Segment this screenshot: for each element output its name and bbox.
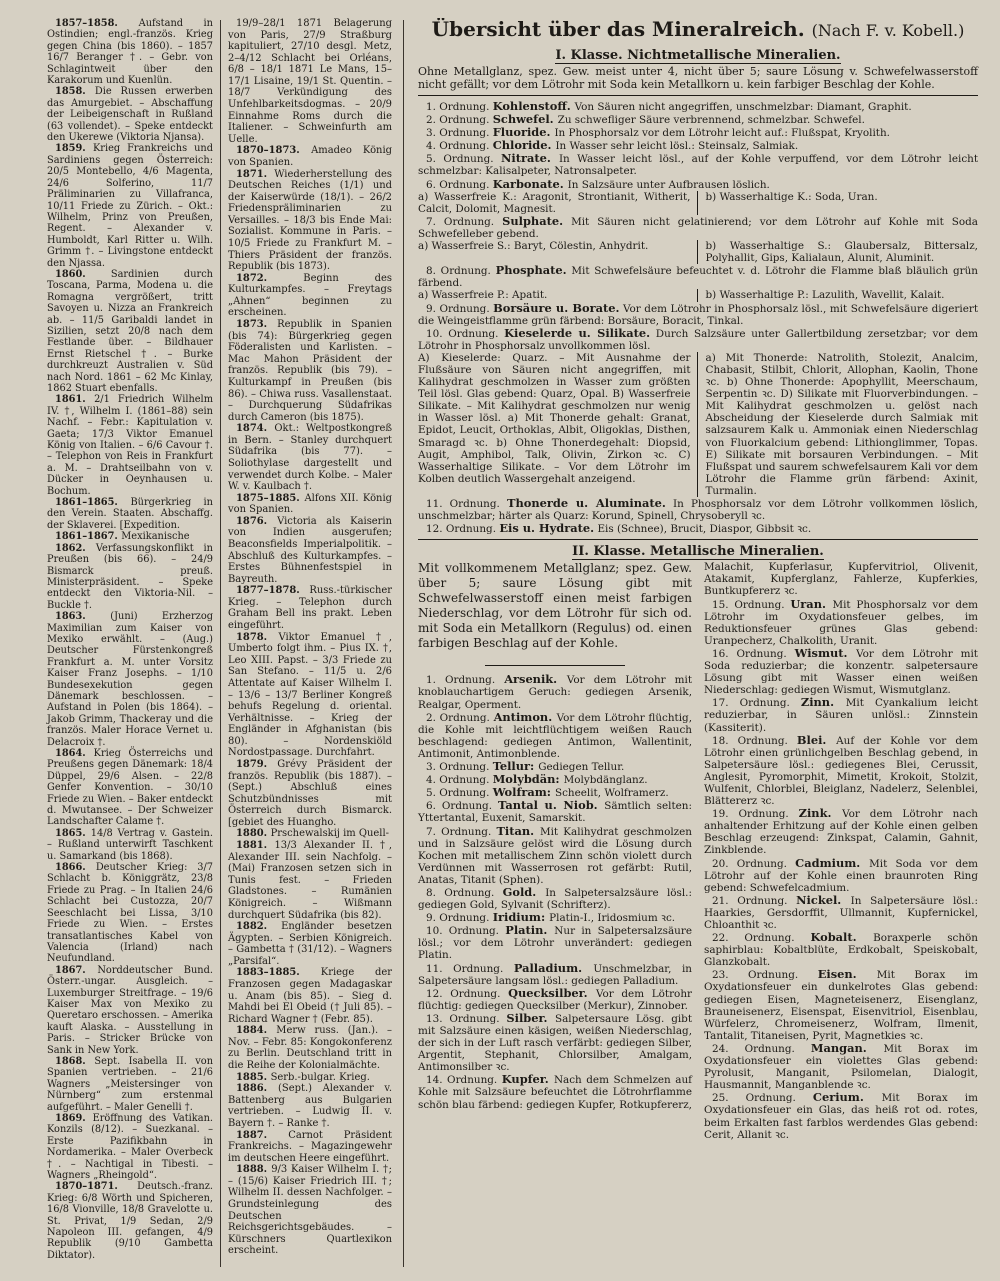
divider	[418, 95, 978, 96]
history-entry	[228, 145, 392, 168]
mineral-order	[418, 987, 692, 1012]
entry-text: Eröffnung des Vatikan. Konzils (8/12). – Suezkanal. – Erste Pazifikbahn in Nordamerika. – Maler Overbeck †. – Nachtigal in Tibesti. – Wagners „Rheingold“.	[47, 1113, 213, 1182]
order-number: 22. Ordnung.	[712, 932, 811, 945]
history-entry	[228, 921, 392, 967]
history-entry	[47, 18, 213, 86]
column-divider	[403, 20, 404, 1267]
order-text: Nur in Salpetersalzsäure lösl.; vor dem Lötrohr unverändert: gediegen Platin.	[418, 925, 692, 962]
entry-year: 1888.	[236, 1164, 272, 1176]
entry-year: 1870–1873.	[236, 145, 312, 157]
entry-text: Engländer besetzen Ägypten. – Serbien Königreich. – Gambetta † (31/12). – Wagners „Parsifal“.	[228, 921, 393, 967]
order-number: 20. Ordnung.	[712, 857, 796, 870]
order-text: In Salpetersäure lösl.: Haarkies, Gersdorffit, Ullmannit, Kupfernickel, Chloanthit ꝛc.	[704, 894, 978, 931]
order-name: Silber.	[506, 1010, 555, 1025]
order-name: Blei.	[796, 732, 837, 747]
class-1-heading	[418, 48, 978, 63]
phosphate-b: b) Wasserhaltige P.: Lazulith, Wavellit, Kalait.	[705, 289, 945, 302]
order-name: Cadmium.	[795, 855, 870, 870]
entry-year: 1866.	[55, 862, 96, 874]
order-number: 12. Ordnung.	[426, 987, 509, 1000]
history-entry	[228, 273, 392, 319]
entry-text: Alfons XII. König von Spanien.	[228, 492, 392, 516]
class-1-orders	[418, 100, 978, 191]
order-text: Vor dem Lötrohr mit Soda reduzierbar; die konzentr. salpetersaure Lösung gibt mit Wasser einen weißen Niederschlag: gediegen Wismut, Wismutglanz.	[704, 647, 978, 697]
order-8: 8. Ordnung. Phosphate. Mit Schwefelsäure befeuchtet v. d. Lötrohr die Flamme blaß bläulich grün färbend.	[418, 263, 979, 290]
entry-text: Mexikanische	[121, 531, 190, 543]
history-entry	[228, 967, 392, 1025]
order-number: 15. Ordnung.	[712, 598, 791, 611]
history-entry	[228, 585, 392, 631]
order-number: 16. Ordnung.	[712, 647, 795, 660]
history-column-1	[47, 18, 213, 1261]
mineral-order	[704, 857, 978, 894]
order-text: Mit Kalihydrat geschmolzen und in Salzsäure gelöst wird die Lösung durch Kochen mit metallischem Zinn schön violett durch Verdünnen mit Wasserrosen rot gefärbt: Rutil, Anatas, Titanit (Sphen).	[418, 825, 692, 886]
order-12: 12. Ordnung. Eis u. Hydrate. Eis (Schnee), Brucit, Diaspor, Gibbsit ꝛc.	[426, 521, 812, 536]
order-name: Mangan.	[810, 1040, 884, 1055]
entry-year: 1868.	[55, 1055, 95, 1067]
history-entry	[47, 543, 213, 611]
order-number: 3. Ordnung.	[426, 127, 493, 140]
order-text: Zu schwefliger Säure verbrennend, schmelzbar. Schwefel.	[557, 114, 865, 127]
divider	[418, 539, 978, 540]
order-number: 21. Ordnung.	[712, 894, 797, 907]
history-entry	[47, 862, 213, 965]
mineral-order	[704, 807, 978, 856]
class-2-right-orders	[704, 598, 978, 1141]
mineral-order	[704, 894, 978, 931]
order-number: 1. Ordnung.	[426, 101, 493, 113]
order-text: Platin-I., Iridosmium ꝛc.	[549, 912, 676, 925]
order-number: 1. Ordnung.	[426, 674, 505, 687]
order-text: Mit Borax im Oxydationsfeuer ein Glas, das heiß rot od. rotes, beim Erkalten fast farblos werdendes Glas gebend: Cerit, Allanit ꝛc.	[704, 1092, 978, 1141]
entry-year: 1865.	[55, 827, 91, 839]
entry-text: Die Russen erwerben das Amurgebiet. – Abschaffung der Leibeigenschaft in Rußland (63 vollendet). – Speke entdeckt den Ukerewe (Viktoria Njansa).	[47, 86, 213, 144]
order-text: Vor dem Lötrohr nach anhaltender Erhitzung auf der Kohle einen gelben Beschlag erzeugend: Zinkspat, Calamin, Gahnit, Zinkblende.	[704, 808, 978, 857]
order-number: 8. Ordnung.	[426, 886, 503, 899]
entry-text: Norddeutscher Bund. Österr.-ungar. Ausgleich. – Luxemburger Streitfrage. – 19/6 Kaiser Max von Mexiko zu Queretaro erschossen. – Amerika kauft Alaska. – Ausstellung in Paris. – Stricker Brücke von Sank in New York.	[47, 964, 213, 1056]
entry-text: Viktor Emanuel †, Umberto folgt ihm. – Pius IX. †, Leo XIII. Papst. – 3/3 Friede zu San Stefano. – 11/5 u. 2/6 Attentate auf Kaiser Wilhelm I. – 13/6 – 13/7 Berliner Kongreß behufs Regelung d. oriental. Verhältnisse. – Krieg der Engländer in Afghanistan (bis 80). – Nordenskiöld Nordostpassage. Durchfahrt.	[228, 631, 393, 759]
entry-text: Sardinien durch Toscana, Parma, Modena u. die Romagna vergrößert, tritt Savoyen u. Nizza an Frankreich ab. – 11/5 Garibaldi landet in Sizilien, setzt 20/8 nach dem Festlande über. – Bildhauer Ernst Rietschel †. – Burke durchkreuzt Australien v. Süd nach Nord. 1861 – 62 Mc Kinlay, 1862 Stuart ebenfalls.	[47, 268, 213, 394]
carbonate-subgroups	[418, 191, 978, 215]
entry-text: Bürgerkrieg in den Verein. Staaten. Abschaffg. der Sklaverei. [Expedition.	[47, 497, 213, 531]
order-text: Molybdänglanz.	[563, 774, 648, 787]
order-text: Auf der Kohle vor dem Lötrohr einen grünlichgelben Beschlag gebend, in Salpetersäure lösl.: gediegenes Blei, Cerussit, Anglesit, Pyromorphit, Mimetit, Krokoit, Stolzit, Wulfenit, Chlorblei, Bleiglanz, Nadelerz, Selenblei, Blättererz ꝛc.	[704, 734, 978, 808]
order-name: Arsenik.	[504, 672, 567, 687]
order-name: Karbonate.	[492, 176, 568, 191]
order-number: 3. Ordnung.	[426, 761, 493, 774]
entry-text: Verfassungskonflikt in Preußen (bis 66). – 24/9 Bismarck preuß. Ministerpräsident. – Speke entdeckt den Viktoria-Nil. – Buckle †.	[47, 542, 213, 611]
order-text: Mit Cyankalium leicht reduzierbar, in Säuren unlösl.: Zinnstein (Kassiterit).	[704, 697, 978, 734]
history-entry	[47, 531, 213, 542]
entry-text: Merw russ. (Jan.). – Nov. – Febr. 85: Kongokonferenz zu Berlin. Deutschland tritt in die Reihe der Kolonialmächte.	[228, 1025, 393, 1072]
order-number: 11. Ordnung.	[426, 962, 514, 975]
mineral-order	[704, 696, 978, 733]
class-2-left	[418, 561, 692, 1140]
entry-year: 1860.	[55, 268, 111, 280]
order-text: Vor dem Lötrohr flüchtig: gediegen Quecksilber (Merkur), Zinnober.	[418, 987, 692, 1012]
entry-year: 1869.	[55, 1113, 93, 1124]
order-number: 17. Ordnung.	[712, 697, 801, 710]
entry-text: (Sept.) Alexander v. Battenberg aus Bulgarien vertrieben. – Ludwig II. v. Bayern †. – Ranke †.	[228, 1083, 392, 1129]
order-number: 7. Ordnung.	[426, 825, 497, 838]
mineral-order	[418, 673, 692, 710]
history-entry	[47, 828, 213, 862]
entry-text: Kriege der Franzosen gegen Madagaskar u. Anam (bis 85). – Sieg d. Mahdi bei El Obeid († Juli 85). – Richard Wagner † (Febr. 85).	[228, 967, 392, 1025]
entry-year: 1863.	[55, 611, 111, 623]
entry-year: 1884.	[236, 1025, 277, 1037]
order-number: 4. Ordnung.	[426, 774, 493, 787]
order-name: Fluoride.	[492, 125, 555, 140]
order-name: Palladium.	[513, 960, 594, 975]
entry-text: 2/1 Friedrich Wilhelm IV. †, Wilhelm I. (1861–88) sein Nachf. – Febr.: Kapitulation v. Gaeta; 17/3 Viktor Emanuel König von Italien. – 6/6 Cavour †. – Telephon von Reis in Frankfurt a. M. – Drahtseilbahn von v. Dücker in Oeynhausen u. Bochum.	[47, 394, 213, 497]
entry-year: 1875–1885.	[236, 492, 305, 504]
entry-year: 1861–1867.	[55, 531, 122, 543]
order-name: Platin.	[505, 923, 555, 938]
order-number: 14. Ordnung.	[426, 1074, 502, 1087]
history-entry	[228, 1083, 392, 1129]
order-text: Nach dem Schmelzen auf Kohle mit Salzsäure befeuchtet die Lötrohrflamme schön blau färbend: gediegen Kupfer, Rotkupfererz,	[418, 1074, 692, 1111]
history-entry	[47, 748, 213, 828]
order-number: 6. Ordnung.	[426, 178, 493, 191]
entry-year: 1874.	[236, 423, 275, 435]
history-entry	[228, 516, 392, 585]
sulphate-subgroups	[418, 240, 978, 264]
mineral-order	[704, 734, 978, 808]
entry-year: 1873.	[236, 319, 278, 331]
entry-year: 1882.	[236, 921, 282, 933]
entry-text: Wiederherstellung des Deutschen Reiches (1/1) und der Kaiserwürde (18/1). – 26/2 Friedenspräliminarien zu Versailles. – 18/3 bis Ende Mai: Sozialist. Kommune in Paris. – 10/5 Friede zu Frankfurt M. – Thiers Präsident der französ. Republik (bis 1873).	[228, 168, 392, 273]
order-7: 7. Ordnung. Sulphate. Mit Säuren nicht gelatinierend; vor dem Lötrohr auf Kohle mit Soda Schwefelleber gebend.	[418, 213, 978, 240]
mineral-order	[704, 647, 978, 696]
order-text: In Phosphorsalz vor dem Lötrohr leicht auf.: Flußspat, Kryolith.	[554, 127, 890, 140]
entry-year: 1857–1858.	[55, 18, 139, 29]
order-text: Vor dem Lötrohr mit knoblauchartigem Geruch: gediegen Arsenik, Realgar, Operment.	[418, 674, 693, 711]
entry-text: Okt.: Weltpostkongreß in Bern. – Stanley durchquert Südafrika (bis 77). – Soliothylase dargestellt und verwendet durch Kolbe. – Maler W. v. Kaulbach †.	[228, 423, 392, 493]
mineral-order	[704, 968, 978, 1042]
order-name: Nickel.	[796, 892, 851, 907]
order-name: Kupfer.	[501, 1072, 554, 1087]
title-attribution: (Nach F. v. Kobell.)	[811, 21, 965, 40]
entry-text: Russ.-türkischer Krieg. – Telephon durch Graham Bell ins prakt. Leben eingeführt.	[228, 585, 392, 632]
silicate-right: a) Mit Thonerde: Natrolith, Stolezit, Analcim, Chabasit, Stilbit, Chlorit, Allophan, Kaolin, Thone ꝛc. b) Ohne Thonerde: Apophyllit, Meerschaum, Serpentin ꝛc. D) Silikate mit Fluorverbindungen. – Mit Kalihydrat geschmolzen u. gelöst nach Abscheidung der Kieselerde durch Salmiak mit salzsaurem Kalk u. Ammoniak einen Niederschlag von Fluorkalcium gebend: Lithionglimmer, Topas. E) Silikate mit borsauren Verbindungen. – Mit Flußspat und saurem schwefelsaurem Kali vor dem Lötrohr die Flamme grün färbend: Axinit, Turmalin.	[705, 351, 978, 497]
mineral-order	[418, 886, 692, 911]
order-name: Schwefel.	[492, 112, 558, 127]
history-entry	[47, 1056, 213, 1113]
order-text: Mit Borax im Oxydationsfeuer ein dunkelrotes Glas gebend: gediegen Eisen, Magneteisenerz, Eisenglanz, Brauneisenerz, Eisenspat, Eisenvitriol, Eisenblau, Würfelerz, Chromeisenerz, Wolfram, Ilmenit, Tantalit, Titaneisen, Pyrit, Magnetkies ꝛc.	[704, 969, 978, 1042]
order-name: Tellur:	[492, 759, 539, 774]
order-name: Zink.	[798, 806, 843, 821]
class-1-title: I. Klasse. Nichtmetallische Mineralien.	[555, 48, 841, 63]
order-name: Antimon.	[493, 709, 557, 724]
mineral-order	[418, 825, 692, 886]
entry-year: 1862.	[55, 542, 96, 554]
history-entry	[47, 394, 213, 497]
history-entry	[228, 1025, 392, 1071]
mineral-order	[418, 799, 692, 824]
entry-text: Republik in Spanien (bis 74): Bürgerkrieg gegen Föderalisten und Karlisten. – Mac Mahon Präsident der französ. Republik (bis 79). – Kulturkampf in Preußen (bis 86). – Chiwa russ. Vasallenstaat. – Durchquerung Südafrikas durch Cameron (bis 1875).	[228, 319, 393, 423]
order-number: 13. Ordnung.	[426, 1012, 507, 1025]
entry-text: Grévy Präsident der französ. Republik (bis 1887). – (Sept.) Abschluß eines Schutzbündnisses mit Österreich durch Bismarck. [gebiet des Huangho.	[228, 759, 393, 828]
order-name: Quecksilber.	[508, 985, 596, 1000]
history-entry	[47, 143, 213, 268]
order-name: Gold.	[502, 884, 546, 899]
entry-text: 14/8 Vertrag v. Gastein. – Rußland unterwirft Taschkent u. Samarkand (bis 1868).	[47, 827, 213, 862]
entry-text: Deutscher Krieg: 3/7 Schlacht b. Königgrätz, 23/8 Friede zu Prag. – In Italien 24/6 Schlacht bei Custozza, 20/7 Seeschlacht bei Lissa, 3/10 Friede zu Wien. – Erstes transatlantisches Kabel von Valencia (Irland) nach Neufundland.	[47, 862, 213, 965]
entry-year: 1858.	[55, 86, 95, 98]
entry-year: 1867.	[55, 964, 98, 976]
sulphate-b: b) Wasserhaltige S.: Glaubersalz, Bittersalz, Polyhallit, Gips, Kalialaun, Alunit, Aluminit.	[705, 240, 978, 265]
order-number: 25. Ordnung.	[712, 1092, 813, 1105]
silicate-left: A) Kieselerde: Quarz. – Mit Ausnahme der Flußsäure von Säuren nicht angegriffen, mit Kalihydrat geschmolzen in Wasser zum größten Teil lösl. Glas gebend: Quarz, Opal. B) Wasserfreie Silikate. – Mit Kalihydrat geschmolzen nur wenig in Wasser lösl. a) Mit Thonerde gehalt: Granat, Epidot, Leucit, Orthoklas, Albit, Oligoklas, Disthen, Smaragd ꝛc. b) Ohne Thonerdegehalt: Diopsid, Augit, Amphibol, Talk, Olivin, Zirkon ꝛc. C) Wasserhaltige Silikate. – Vor dem Lötrohr im Kolben deutlich Wassergehalt anzeigend.	[418, 352, 698, 497]
order-text: In Wasser sehr leicht lösl.: Steinsalz, Salmiak.	[555, 140, 799, 153]
class-2-heading	[418, 544, 978, 559]
order-9: 9. Ordnung. Borsäure u. Borate. Vor dem Lötrohr in Phosphorsalz lösl., mit Schwefelsäure digeriert die Weingeistflamme grün färbend: Borsäure, Boracit, Tinkal.	[418, 300, 978, 327]
entry-year: 1880.	[236, 828, 271, 840]
history-entry	[228, 493, 392, 516]
mineral-order	[418, 1012, 692, 1073]
history-entry	[228, 423, 392, 492]
order-name: Nitrate.	[500, 151, 559, 166]
order-name: Iridium:	[492, 910, 550, 925]
entry-year: 1870–1871.	[55, 1181, 138, 1193]
class-2-body	[418, 561, 978, 1140]
mineral-order	[418, 773, 692, 786]
order-text: In Wasser leicht lösl., auf der Kohle verpuffend, vor dem Lötrohr leicht schmelzbar: Kalisalpeter, Natronsalpeter.	[418, 153, 979, 178]
order-text: In Salpetersalzsäure lösl.: gediegen Gold, Sylvanit (Schrifterz).	[418, 886, 692, 912]
copper-continuation: Malachit, Kupferlasur, Kupfervitriol, Olivenit, Atakamit, Kupferglanz, Fahlerze, Kupferkies, Buntkupfererz ꝛc.	[704, 561, 978, 598]
history-entry	[228, 840, 392, 921]
order-number: 19. Ordnung.	[712, 808, 799, 821]
order-name: Uran.	[790, 596, 833, 611]
entry-year: 1883–1885.	[236, 967, 321, 979]
entry-text: Beginn des Kulturkampfes. – Freytags „Ahnen“ beginnen zu erscheinen.	[228, 272, 393, 319]
mineral-order	[704, 1091, 978, 1140]
sulphate-a: a) Wasserfreie S.: Baryt, Cölestin, Anhydrit.	[418, 240, 698, 264]
entry-text: 9/3 Kaiser Wilhelm I. †; – (15/6) Kaiser Friedrich III. †; Wilhelm II. dessen Nachfolger. – Grundsteinlegung des Deutschen Reichsgerichtsgebäudes. – Kürschners Quartlexikon erscheint.	[228, 1164, 392, 1257]
history-entry	[47, 1181, 213, 1261]
history-entry	[228, 759, 392, 828]
class-1-intro: Ohne Metallglanz, spez. Gew. meist unter 4, nicht über 5; saure Lösung v. Schwefelwasserstoff nicht gefällt; vor dem Lötrohr mit Soda kein Metallkorn u. kein farbiger Beschlag der Kohle.	[418, 65, 978, 91]
page-title	[418, 18, 978, 42]
history-entry	[47, 86, 213, 143]
mineral-overview	[418, 18, 978, 1141]
order-name: Titan.	[496, 823, 540, 838]
history-entry	[228, 169, 392, 273]
order-11: 11. Ordnung. Thonerde u. Aluminate. In Phosphorsalz vor dem Lötrohr vollkommen löslich, unschmelzbar; härter als Quarz: Korund, Spinell, Chrysoberyll ꝛc.	[418, 496, 978, 523]
column-divider	[220, 20, 221, 1267]
history-entry	[228, 828, 392, 840]
order-name: Eisen.	[817, 967, 877, 982]
entry-text: Amadeo König von Spanien.	[228, 145, 392, 168]
entry-year: 1859.	[55, 143, 93, 155]
history-entry	[228, 1072, 392, 1084]
entry-text: 19/9–28/1 1871 Belagerung von Paris, 27/9 Straßburg kapituliert, 27/10 desgl. Metz, 2–4/12 Schlacht bei Orléans, 6/8 – 18/1 1871 Le Mans, 15–17/1 Lisaine, 19/1 St. Quentin. – 18/7 Verkündigung des Unfehlbarkeitsdogmas. – 20/9 Einnahme Roms durch die Italiener. – Schweinfurth am Uelle.	[228, 18, 392, 145]
mineral-order	[418, 962, 692, 987]
entry-text: Prschewalskij im Quell-	[270, 828, 390, 840]
entry-text: Krieg Frankreichs und Sardiniens gegen Österreich: 20/5 Montebello, 4/6 Magenta, 24/6 Solferino, 11/7 Präliminarien zu Villafranca, 10/11 Friede zu Zürich. – Okt.: Wilhelm, Prinz von Preußen, Regent. – Alexander v. Humboldt, Karl Ritter u. Wilh. Grimm †. – Livingstone entdeckt den Njassa.	[47, 143, 213, 269]
order-text: Vor dem Lötrohr flüchtig, die Kohle mit leichtflüchtigem weißen Rauch beschlagend: gediegen Antimon, Wallentinit, Antimonit, Antimonblende.	[418, 711, 693, 760]
class-2-right	[704, 561, 978, 1140]
order-name: Chloride.	[492, 138, 556, 153]
mineral-order	[418, 911, 692, 924]
entry-year: 1879.	[236, 759, 278, 770]
entry-year: 1861.	[55, 394, 95, 406]
history-entry	[47, 1113, 213, 1181]
order-number: 5. Ordnung.	[426, 153, 501, 166]
mineral-order	[418, 178, 978, 191]
class-2-title: II. Klasse. Metallische Mineralien.	[572, 544, 824, 560]
order-number: 2. Ordnung.	[426, 711, 494, 724]
title-text: Übersicht über das Mineralreich.	[431, 18, 805, 41]
entry-text: 13/3 Alexander II. †, Alexander III. sein Nachfolg. – (Mai) Franzosen setzen sich in Tunis fest. – Frieden Gladstones. – Rumänien Königreich. – Wißmann durchquert Südafrika (bis 82).	[228, 840, 393, 921]
entry-text: Serb.-bulgar. Krieg.	[270, 1071, 370, 1083]
order-number: 6. Ordnung.	[426, 800, 498, 813]
carbonate-a: a) Wasserfreie K.: Aragonit, Strontianit, Witherit, Calcit, Dolomit, Magnesit.	[418, 191, 698, 215]
order-number: 9. Ordnung.	[426, 912, 493, 925]
order-text: Boraxperle schön saphirblau: Kobaltblüte, Erdkobalt, Speiskobalt, Glanzkobalt.	[704, 932, 978, 969]
entry-year: 1861–1865.	[55, 497, 131, 509]
mineral-order	[704, 598, 978, 647]
entry-year: 1881.	[236, 840, 275, 852]
entry-text: Krieg Österreichs und Preußens gegen Dänemark: 18/4 Düppel, 29/6 Alsen. – 22/8 Genfer Konvention. – 30/10 Friede zu Wien. – Baker entdeckt d. Mwutansee. – Der Schweizer Landschafter Calame †.	[47, 748, 213, 828]
order-number: 23. Ordnung.	[712, 969, 818, 982]
order-text: Mit Soda vor dem Lötrohr auf der Kohle einen braunroten Ring gebend: Schwefelcadmium.	[704, 857, 978, 894]
entry-year: 1864.	[55, 748, 94, 759]
history-entry	[228, 1164, 392, 1257]
entry-year: 1885.	[236, 1071, 271, 1083]
history-entry	[228, 18, 392, 145]
order-name: Kobalt.	[810, 930, 874, 945]
entry-year: 1871.	[236, 168, 275, 180]
history-entry	[47, 965, 213, 1056]
order-number: 5. Ordnung.	[426, 787, 493, 800]
order-number: 2. Ordnung.	[426, 114, 493, 127]
history-entry	[228, 632, 392, 759]
order-text: Mit Borax im Oxydationsfeuer ein violettes Glas gebend: Pyrolusit, Manganit, Psilomelan, Dialogit, Hausmannit, Manganblende ꝛc.	[704, 1042, 978, 1092]
history-entry	[47, 269, 213, 394]
order-number: 24. Ordnung.	[712, 1042, 811, 1055]
history-column-2	[228, 18, 392, 1257]
entry-year: 1876.	[236, 515, 278, 527]
order-text: Von Säuren nicht angegriffen, unschmelzbar: Diamant, Graphit.	[574, 101, 912, 113]
mineral-order	[418, 1073, 692, 1110]
carbonate-b: b) Wasserhaltige K.: Soda, Uran.	[705, 190, 878, 203]
class-2-intro: Mit vollkommenem Metallglanz; spez. Gew. über 5; saure Lösung gibt mit Schwefelwasserstoff einen meist farbigen Niederschlag, vor dem Lötrohr für sich od. mit Soda ein Metallkorn (Regulus) od. einen farbigen Beschlag auf der Kohle.	[418, 561, 692, 651]
history-entry	[47, 611, 213, 748]
order-text: Unschmelzbar, in Salpetersäure langsam lösl.: gediegen Palladium.	[418, 962, 692, 987]
order-name: Wismut.	[794, 645, 857, 660]
mineral-order	[418, 924, 692, 961]
entry-year: 1886.	[236, 1083, 279, 1095]
entry-year: 1872.	[236, 272, 304, 284]
order-text: Gediegen Tellur.	[538, 761, 625, 774]
history-entry	[47, 497, 213, 531]
history-entry	[228, 319, 392, 423]
order-text: Salpetersaure Lösg. gibt mit Salzsäure einen käsigen, weißen Niederschlag, der sich in der Luft rasch verfärbt: gediegen Silber, Argentit, Stephanit, Chlorsilber, Amalgam, Antimonsilber ꝛc.	[418, 1012, 692, 1074]
order-name: Kohlenstoff.	[492, 99, 575, 113]
order-number: 10. Ordnung.	[426, 925, 506, 938]
class-2-left-orders	[418, 673, 692, 1110]
entry-year: 1878.	[236, 631, 279, 643]
entry-text: (Juni) Erzherzog Maximilian zum Kaiser von Mexiko erwählt. – (Aug.) Deutscher Fürstenkongreß Frankfurt a. M. unter Vorsitz Kaiser Franz Josephs. – 1/10 Bundesexekution gegen Dänemark beschlossen. – Aufstand in Polen (bis 1864). – Jakob Grimm, Thackeray und die französ. Maler Horace Vernet u. Delacroix †.	[47, 611, 213, 748]
order-text: In Salzsäure unter Aufbrausen löslich.	[567, 178, 770, 191]
order-name: Zinn.	[800, 695, 846, 710]
entry-text: Sept. Isabella II. von Spanien vertrieben. – 21/6 Wagners „Meistersinger von Nürnberg“ zum erstenmal aufgeführt. – Maler Genelli †.	[47, 1055, 214, 1113]
order-name: Molybdän:	[492, 772, 564, 787]
order-text: Mit Phosphorsalz vor dem Lötrohr im Oxydationsfeuer gelbes, im Reduktionsfeuer grünes Glas gebend: Uranpecherz, Chalkolith, Uranit.	[704, 598, 978, 647]
mineral-order	[704, 1042, 978, 1091]
divider	[418, 657, 692, 669]
order-number: 18. Ordnung.	[712, 734, 797, 747]
mineral-order	[418, 152, 978, 177]
silicate-subgroups	[418, 352, 978, 497]
order-10: 10. Ordnung. Kieselerde u. Silikate. Durch Salzsäure unter Gallertbildung zersetzbar; vor dem Lötrohr in Phosphorsalz unvollkommen lösl.	[418, 325, 978, 352]
entry-text: Deutsch.-franz. Krieg: 6/8 Wörth und Spicheren, 16/8 Vionville, 18/8 Gravelotte u. St. Privat, 1/9 Sedan, 2/9 Napoleon III. gefangen, 4/9 Republik (9/10 Gambetta Diktator).	[47, 1181, 213, 1261]
history-entry	[228, 1130, 392, 1165]
entry-text: Victoria als Kaiserin von Indien ausgerufen; Beaconsfields Imperialpolitik. – Abschluß des Kulturkampfes. – Erstes Bühnenfestspiel in Bayreuth.	[228, 515, 392, 585]
order-text: Scheelit, Wolframerz.	[554, 787, 669, 800]
phosphate-a: a) Wasserfreie P.: Apatit.	[418, 289, 698, 301]
order-number: 4. Ordnung.	[426, 140, 493, 153]
entry-year: 1877–1878.	[236, 585, 310, 597]
entry-text: Aufstand in Ostindien; engl.-französ. Krieg gegen China (bis 1860). – 1857 16/7 Beranger †. – Gebr. von Schlagintweit über den Karakorum und Kuenlün.	[47, 18, 213, 87]
order-name: Tantal u. Niob.	[497, 798, 605, 813]
order-name: Cerium.	[812, 1090, 882, 1105]
mineral-order	[418, 711, 692, 760]
mineral-order	[704, 931, 978, 968]
entry-year: 1887.	[236, 1129, 289, 1141]
order-name: Wolfram:	[492, 785, 555, 800]
order-text: Sämtlich selten: Yttertantal, Euxenit, Samarskit.	[418, 800, 692, 825]
entry-text: Carnot Präsident Frankreichs. – Magazingewehr im deutschen Heere eingeführt.	[228, 1129, 393, 1164]
